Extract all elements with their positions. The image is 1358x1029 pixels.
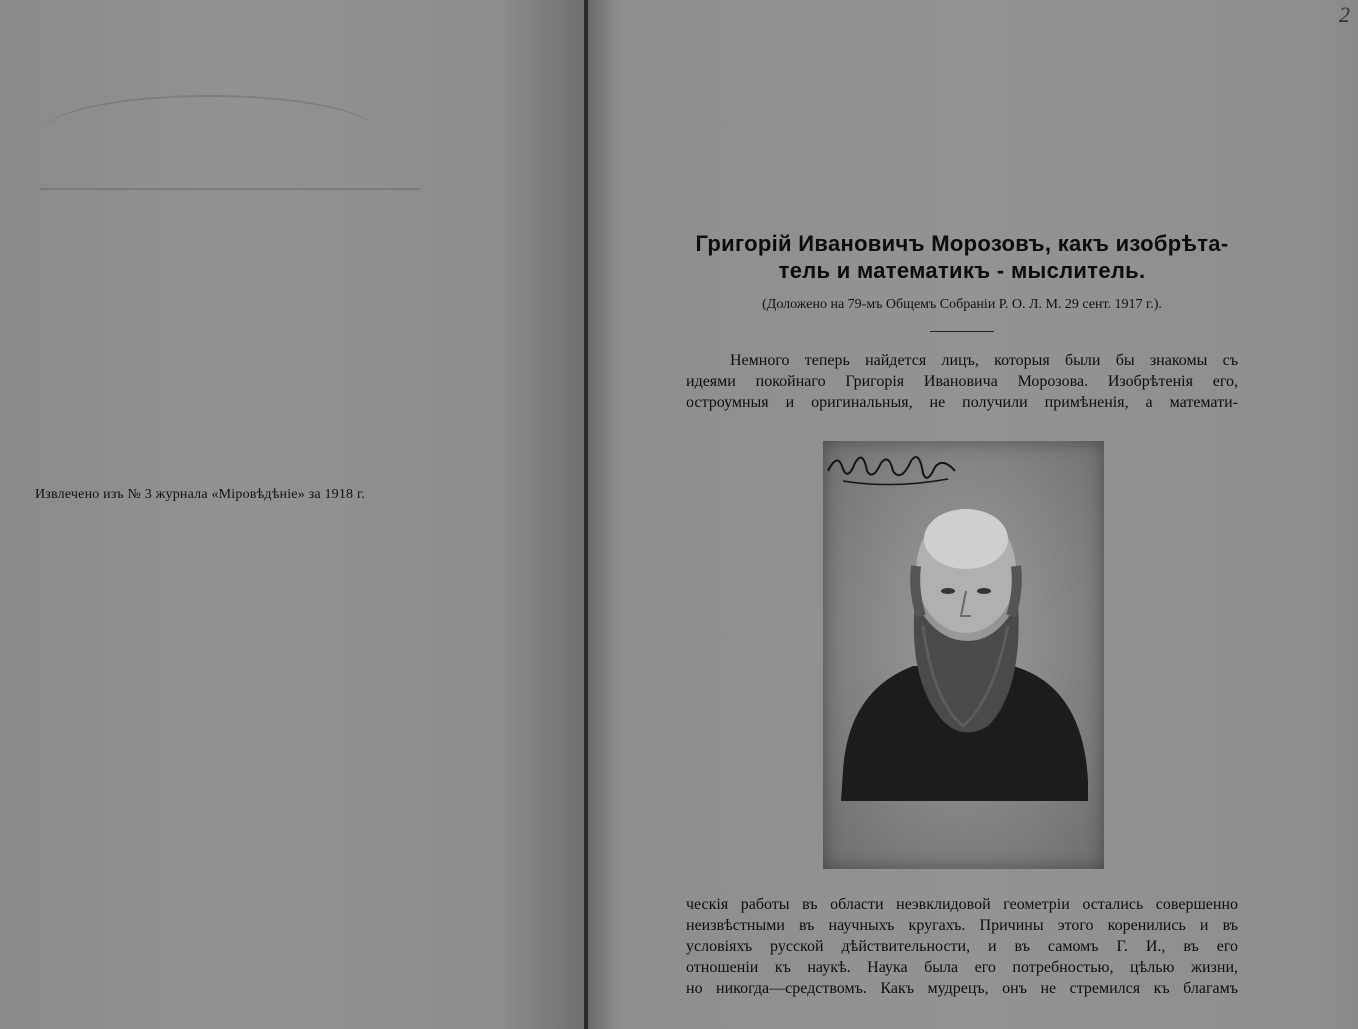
bleed-through-emblem [45, 95, 375, 167]
text-line: ческія работы въ области неэвклидовой геометріи остались совершенно [686, 896, 1238, 913]
text-line: идеями покойнаго Григорія Ивановича Морозова. Изобрѣтенія его, [686, 373, 1238, 390]
signature-mark [823, 441, 963, 491]
article-subtitle: (Доложено на 79-мъ Общемъ Собраніи Р. О. Л. М. 29 сент. 1917 г.). [762, 297, 1162, 312]
text-line: условіяхъ русской дѣйствительности, и въ самомъ Г. И., въ его [686, 938, 1238, 955]
article-title [686, 230, 1238, 284]
text-line: Немного теперь найдется лицъ, которыя были бы знакомы съ [730, 352, 1238, 369]
left-page [0, 0, 588, 1029]
portrait-figure [823, 441, 1104, 869]
title-divider [930, 331, 994, 332]
paragraph-continuation [686, 894, 1238, 999]
page-number: 2 [1339, 2, 1350, 27]
text-line: отношеніи къ наукѣ. Наука была его потребностью, цѣлью жизни, [686, 959, 1238, 976]
article-title-line-1: Григорій Ивановичъ Морозовъ, какъ изобрѣта- [695, 231, 1229, 256]
imprint-note: Извлечено изъ № 3 журнала «Міровѣдѣніе» за 1918 г. [35, 487, 366, 502]
right-page [588, 0, 1358, 1029]
text-line: остроумныя и оригинальныя, не получили примѣненія, а математи- [686, 394, 1238, 411]
portrait-photo [823, 441, 1104, 869]
paragraph-intro [686, 350, 1238, 413]
text-line: но никогда—средствомъ. Какъ мудрецъ, онъ не стремился къ благамъ [686, 980, 1238, 997]
article-title-line-2: тель и математикъ - мыслитель. [778, 258, 1146, 283]
bleed-through-rule [40, 188, 420, 190]
text-line: неизвѣстными въ научныхъ кругахъ. Причины этого коренились и въ [686, 917, 1238, 934]
